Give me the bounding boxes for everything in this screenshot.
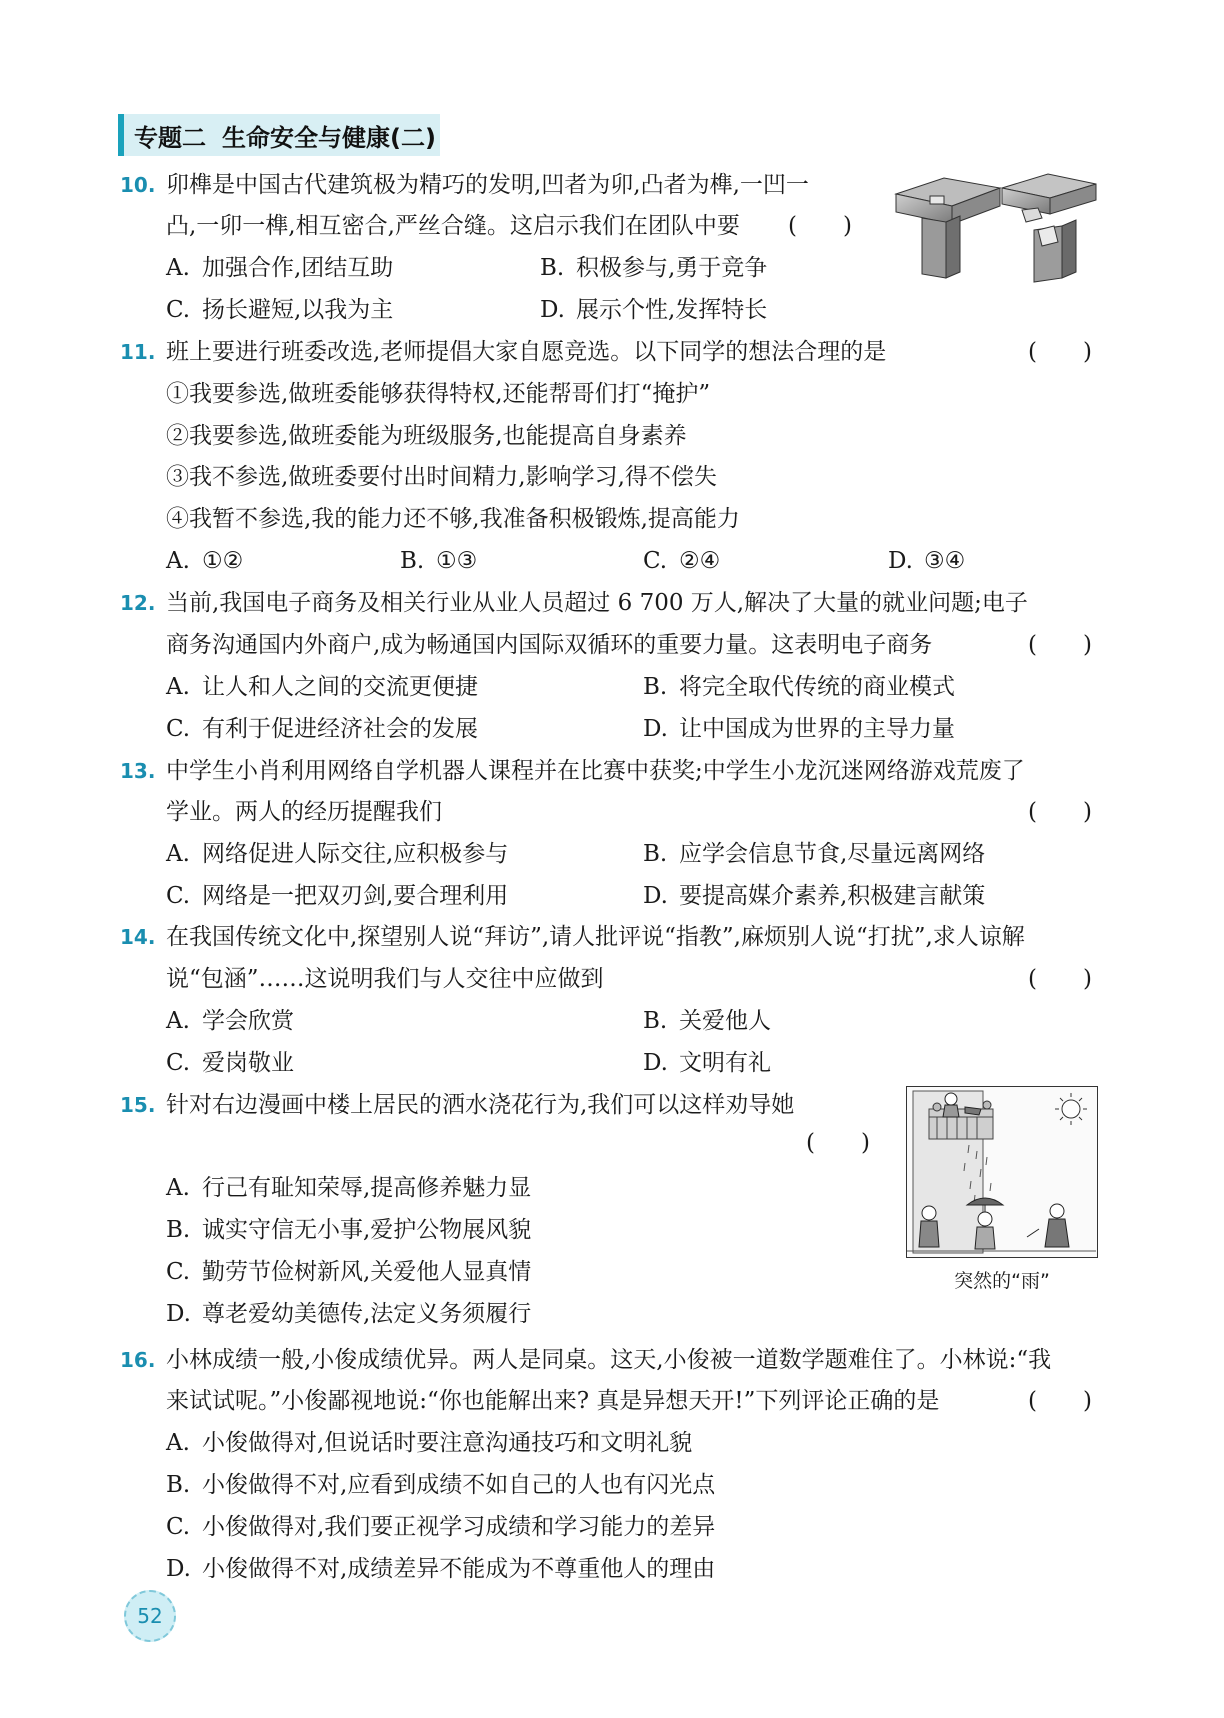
page-number: 52 [124, 1590, 176, 1642]
option-c: C. ②④ [643, 548, 721, 574]
question-stem-line: 在我国传统文化中,探望别人说“拜访”,请人批评说“指教”,麻烦别人说“打扰”,求人谅解 [166, 924, 1025, 950]
question-stem-line: 卯榫是中国古代建筑极为精巧的发明,凹者为卯,凸者为榫,一凹一 [166, 172, 809, 198]
statement-3: ③我不参选,做班委要付出时间精力,影响学习,得不偿失 [166, 464, 717, 490]
option-a: A. 学会欣赏 [166, 1008, 294, 1034]
question-stem-line: 班上要进行班委改选,老师提倡大家自愿竞选。以下同学的想法合理的是 [166, 339, 887, 365]
option-b: B. ①③ [400, 548, 478, 574]
question-number: 14. [120, 925, 156, 949]
section-title: 生命安全与健康(二) [222, 123, 436, 152]
section-label: 专题二 [134, 123, 206, 152]
option-c: C. 网络是一把双刃剑,要合理利用 [166, 883, 509, 909]
question-stem-line: 中学生小肖利用网络自学机器人课程并在比赛中获奖;中学生小龙沉迷网络游戏荒废了 [166, 758, 1025, 784]
question-number: 11. [120, 340, 156, 364]
question-number: 12. [120, 591, 156, 615]
question-stem-line: 商务沟通国内外商户,成为畅通国内国际双循环的重要力量。这表明电子商务 [166, 632, 933, 658]
answer-bracket: ( ) [806, 1130, 870, 1156]
answer-bracket: ( ) [1028, 966, 1092, 992]
option-b: B. 诚实守信无小事,爱护公物展风貌 [166, 1217, 532, 1243]
option-b: B. 关爱他人 [643, 1008, 771, 1034]
option-a: A. 小俊做得对,但说话时要注意沟通技巧和文明礼貌 [166, 1430, 693, 1456]
question-stem-line: 说“包涵”……这说明我们与人交往中应做到 [166, 966, 604, 992]
question-stem-line: 小林成绩一般,小俊成绩优异。两人是同桌。这天,小俊被一道数学题难住了。小林说:“我 [166, 1347, 1052, 1373]
option-c: C. 有利于促进经济社会的发展 [166, 716, 478, 742]
option-a: A. 行己有耻知荣辱,提高修养魅力显 [166, 1175, 532, 1201]
option-b: B. 应学会信息节食,尽量远离网络 [643, 841, 986, 867]
option-b: B. 将完全取代传统的商业模式 [643, 674, 955, 700]
question-stem-line: 当前,我国电子商务及相关行业从业人员超过 6 700 万人,解决了大量的就业问题;电子 [166, 590, 1028, 616]
question-stem-line: 针对右边漫画中楼上居民的洒水浇花行为,我们可以这样劝导她 [166, 1092, 795, 1118]
option-b: B. 小俊做得不对,应看到成绩不如自己的人也有闪光点 [166, 1472, 716, 1498]
option-c: C. 扬长避短,以我为主 [166, 297, 394, 323]
question-number: 13. [120, 759, 156, 783]
option-a: A. 让人和人之间的交流更便捷 [166, 674, 478, 700]
question-number: 15. [120, 1093, 156, 1117]
statement-1: ①我要参选,做班委能够获得特权,还能帮哥们打“掩护” [166, 381, 711, 407]
option-d: D. 小俊做得不对,成绩差异不能成为不尊重他人的理由 [166, 1556, 716, 1582]
option-d: D. 要提高媒介素养,积极建言献策 [643, 883, 986, 909]
question-number: 10. [120, 173, 156, 197]
option-a: A. 加强合作,团结互助 [166, 255, 394, 281]
option-a: A. 网络促进人际交往,应积极参与 [166, 841, 509, 867]
statement-4: ④我暂不参选,我的能力还不够,我准备积极锻炼,提高能力 [166, 506, 740, 532]
answer-bracket: ( ) [1028, 632, 1092, 658]
option-d: D. ③④ [888, 548, 966, 574]
option-a: A. ①② [166, 548, 244, 574]
mortise-tenon-image [892, 166, 1100, 284]
cartoon-caption: 突然的“雨” [954, 1270, 1050, 1292]
question-stem-line: 凸,一卯一榫,相互密合,严丝合缝。这启示我们在团队中要 [166, 213, 740, 239]
option-c: C. 勤劳节俭树新风,关爱他人显真情 [166, 1259, 532, 1285]
question-stem-line: 来试试呢。”小俊鄙视地说:“你也能解出来? 真是异想天开!”下列评论正确的是 [166, 1388, 940, 1414]
cartoon-image [906, 1086, 1098, 1258]
option-c: C. 小俊做得对,我们要正视学习成绩和学习能力的差异 [166, 1514, 716, 1540]
section-header [118, 114, 440, 156]
option-d: D. 尊老爱幼美德传,法定义务须履行 [166, 1301, 532, 1327]
option-b: B. 积极参与,勇于竞争 [540, 255, 768, 281]
answer-bracket: ( ) [1028, 799, 1092, 825]
option-c: C. 爱岗敬业 [166, 1050, 294, 1076]
statement-2: ②我要参选,做班委能为班级服务,也能提高自身素养 [166, 423, 687, 449]
option-d: D. 让中国成为世界的主导力量 [643, 716, 955, 742]
option-d: D. 展示个性,发挥特长 [540, 297, 768, 323]
question-stem-line: 学业。两人的经历提醒我们 [166, 799, 442, 825]
cartoon-illustration [907, 1087, 1096, 1256]
answer-bracket: ( ) [1028, 1388, 1092, 1414]
option-d: D. 文明有礼 [643, 1050, 771, 1076]
question-number: 16. [120, 1348, 156, 1372]
answer-bracket: ( ) [1028, 339, 1092, 365]
answer-bracket: ( ) [788, 213, 852, 239]
